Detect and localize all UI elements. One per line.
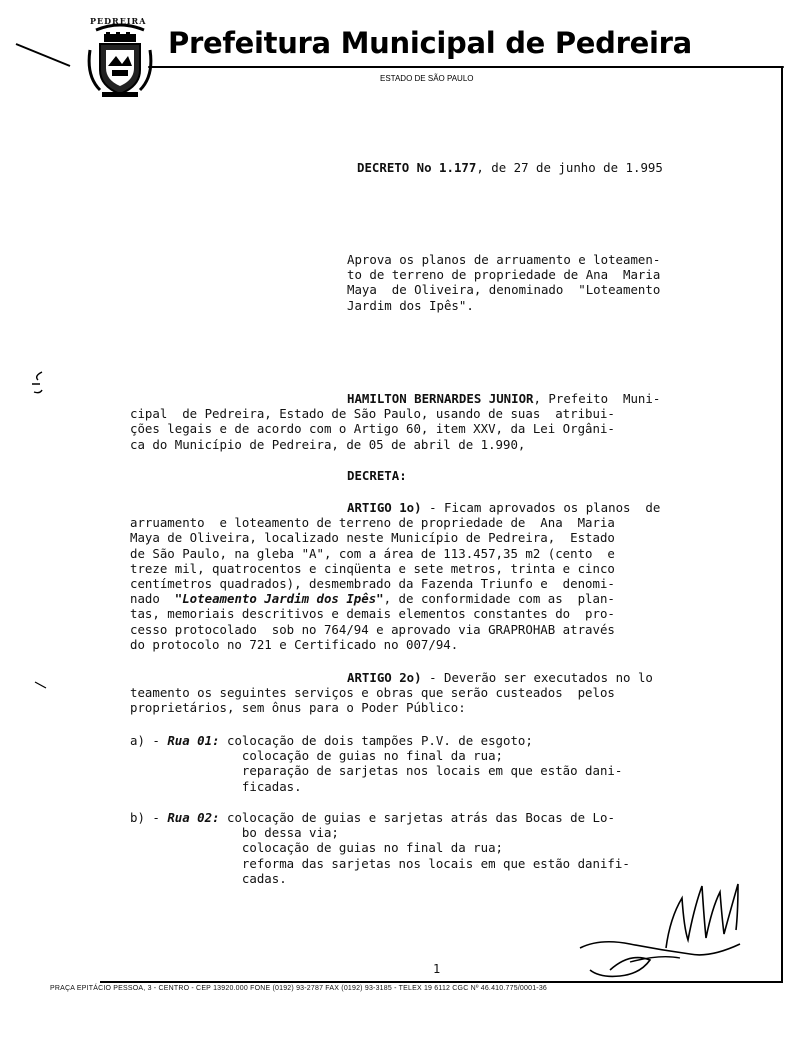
preamble-first-line: , Prefeito Muni- <box>533 391 661 406</box>
coat-of-arms-icon <box>86 20 154 100</box>
margin-tick-mark <box>34 680 48 690</box>
item-b-text: colocação de guias e sarjetas atrás das Bocas de Lo- bo dessa via; colocação de guias no final da rua; reforma das sarjetas nos locais em que estão danifi- cadas. <box>226 810 630 886</box>
list-item-rua-01 <box>130 733 622 794</box>
state-subtitle: ESTADO DE SÃO PAULO <box>380 74 474 83</box>
article-2-first-line: - Deverão ser executados no lo <box>421 670 653 685</box>
article-2-paragraph <box>130 670 653 716</box>
corner-stroke-mark <box>14 40 74 70</box>
article-1-first-line: - Ficam aprovados os planos de <box>421 500 661 515</box>
item-a-street: Rua 01: <box>167 733 220 748</box>
margin-scribble-mark <box>28 370 48 400</box>
list-item-rua-02 <box>130 810 630 886</box>
article-1-paragraph <box>130 500 660 652</box>
page-title: Prefeitura Municipal de Pedreira <box>168 26 692 60</box>
article-2-body: teamento os seguintes serviços e obras que serão custeados pelos proprietários, sem ônus para o Poder Público: <box>130 685 615 716</box>
decree-heading <box>357 160 663 175</box>
footer-rule <box>100 981 783 983</box>
item-a-text: colocação de dois tampões P.V. de esgoto; colocação de guias no final da rua; reparação de sarjetas nos locais em que estão dani- ficadas. <box>226 733 623 794</box>
page-number: 1 <box>433 962 441 976</box>
article-1-body-a: arruamento e loteamento de terreno de propriedade de Ana Maria Maya de Oliveira, localizado neste Município de Pedreira, Estado de São Paulo, na gleba "A", com a área de 113.457,35 m2 (cento e treze mil, quatrocentos e cinqüenta e sete metros, trinta e cinco centímetros quadrados), desmembrado da Fazenda Triunfo e denomi- nado <box>130 515 615 607</box>
preamble-paragraph <box>130 391 660 452</box>
article-1-body-b: , de conformidade com as plan- tas, memoriais descritivos e demais elementos constantes do pro- cesso protocolado sob no 764/94 e aprovado via GRAPROHAB através do protocolo no 721 e Certificado no 007/94. <box>130 591 615 652</box>
mayor-name: HAMILTON BERNARDES JUNIOR <box>347 391 534 406</box>
crest-lettering: PEDREIRA <box>90 16 147 26</box>
handwritten-signature <box>570 878 770 988</box>
item-b-marker: b) - <box>130 810 168 825</box>
decree-date: , de 27 de junho de 1.995 <box>476 160 663 175</box>
article-2-label: ARTIGO 2o) <box>347 670 422 685</box>
item-b-street: Rua 02: <box>167 810 220 825</box>
footer-address: PRAÇA EPITÁCIO PESSOA, 3 - CENTRO - CEP 13920.000 FONE (0192) 93-2787 FAX (0192) 93-3185 - TELEX 19 6112 CGC Nº 46.410.775/0001-36 <box>50 985 548 992</box>
decree-number: DECRETO No 1.177 <box>357 160 477 175</box>
preamble-body: cipal de Pedreira, Estado de São Paulo, usando de suas atribui- ções legais e de acordo com o Artigo 60, item XXV, da Lei Orgâni- ca do Município de Pedreira, de 05 de abril de 1.990, <box>130 406 615 452</box>
item-a-marker: a) - <box>130 733 168 748</box>
header-rule <box>148 66 784 68</box>
article-1-label: ARTIGO 1o) <box>347 500 422 515</box>
decree-summary: Aprova os planos de arruamento e loteamen- to de terreno de propriedade de Ana Maria Maya de Oliveira, denominado "Loteamento Jardim dos Ipês". <box>347 252 661 313</box>
subdivision-name: "Loteamento Jardim dos Ipês" <box>174 591 384 607</box>
right-border-rule <box>781 66 783 981</box>
decreta-heading: DECRETA: <box>347 468 407 483</box>
